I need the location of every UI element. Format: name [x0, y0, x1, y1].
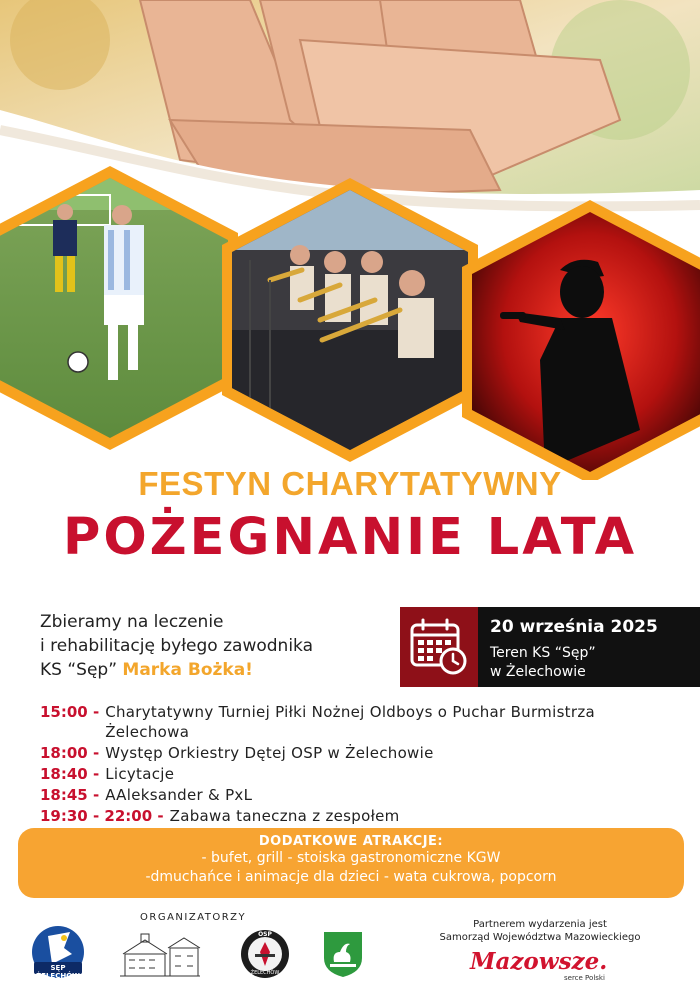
event-place: [490, 644, 596, 682]
partner-line-1: Partnerem wydarzenia jest: [473, 919, 607, 930]
schedule-desc: Zabawa taneczna z zespołem: [169, 807, 400, 825]
event-place-line-2: w Żelechowie: [490, 664, 586, 680]
partner-line-2: Samorząd Województwa Mazowieckiego: [439, 932, 641, 943]
club-logo-text: SĘP ŻELECHÓW: [36, 964, 80, 980]
schedule-desc: AAleksander & PxL: [105, 786, 253, 804]
hero-banner: [0, 0, 700, 480]
schedule-desc: Charytatywny Turniej Piłki Nożnej Oldboys o Puchar Burmistrza Żelechowa: [105, 703, 595, 741]
fundraising-intro: [40, 610, 400, 682]
schedule-time: 19:30 - 22:00 -: [40, 807, 164, 825]
mazowsze-tagline: serce Polski: [564, 974, 605, 982]
event-title: POŻEGNANIE LATA: [62, 508, 638, 567]
date-icon-box: [400, 607, 478, 687]
osp-logo-top: OSP: [258, 931, 272, 938]
intro-line-2: i rehabilitację byłego zawodnika: [40, 636, 314, 656]
mazowsze-logo: Mazowsze.: [470, 948, 608, 975]
swan-shield-icon: [322, 930, 364, 978]
sep-zelechow-logo: [30, 924, 86, 986]
date-panel: [400, 607, 700, 687]
hero-illustration: [0, 0, 700, 480]
town-hall-icon: [115, 932, 205, 978]
schedule-time: 18:00 -: [40, 744, 100, 762]
beneficiary-name: Marka Bożka!: [122, 660, 253, 680]
extra-attractions-line: - bufet, grill - stoiska gastronomiczne KGW: [201, 850, 501, 866]
schedule-desc: Licytacje: [105, 765, 175, 783]
event-date: 20 września 2025: [490, 617, 658, 637]
calendar-clock-icon: [409, 617, 469, 677]
schedule-item: [40, 806, 680, 826]
schedule-time: 18:40 -: [40, 765, 100, 783]
event-schedule: [40, 702, 680, 827]
town-hall-logo: [115, 932, 205, 982]
osp-logo-bottom: ŻELECHÓW: [250, 970, 280, 976]
intro-club: KS “Sęp”: [40, 660, 123, 680]
schedule-item: [40, 702, 680, 742]
intro-line-1: Zbieramy na leczenie: [40, 612, 224, 632]
organizers-label: ORGANIZATORZY: [140, 912, 247, 923]
intro-line-3: [40, 658, 400, 682]
schedule-item: [40, 743, 680, 763]
extra-attractions-line: -dmuchańce i animacje dla dzieci - wata cukrowa, popcorn: [145, 869, 557, 885]
schedule-time: 18:45 -: [40, 786, 100, 804]
osp-logo: [240, 928, 290, 986]
event-place-line-1: Teren KS “Sęp”: [490, 645, 596, 661]
event-subtitle: FESTYN CHARYTATYWNY: [138, 465, 562, 502]
extra-attractions-title: DODATKOWE ATRAKCJE:: [258, 834, 444, 849]
schedule-item: [40, 764, 680, 784]
schedule-desc: Występ Orkiestry Dętej OSP w Żelechowie: [105, 744, 434, 762]
partner-info: [415, 918, 665, 944]
schedule-item: [40, 785, 680, 805]
schedule-time: 15:00 -: [40, 703, 100, 721]
extra-attractions-box: [18, 828, 684, 898]
town-coat-of-arms: [322, 930, 364, 982]
